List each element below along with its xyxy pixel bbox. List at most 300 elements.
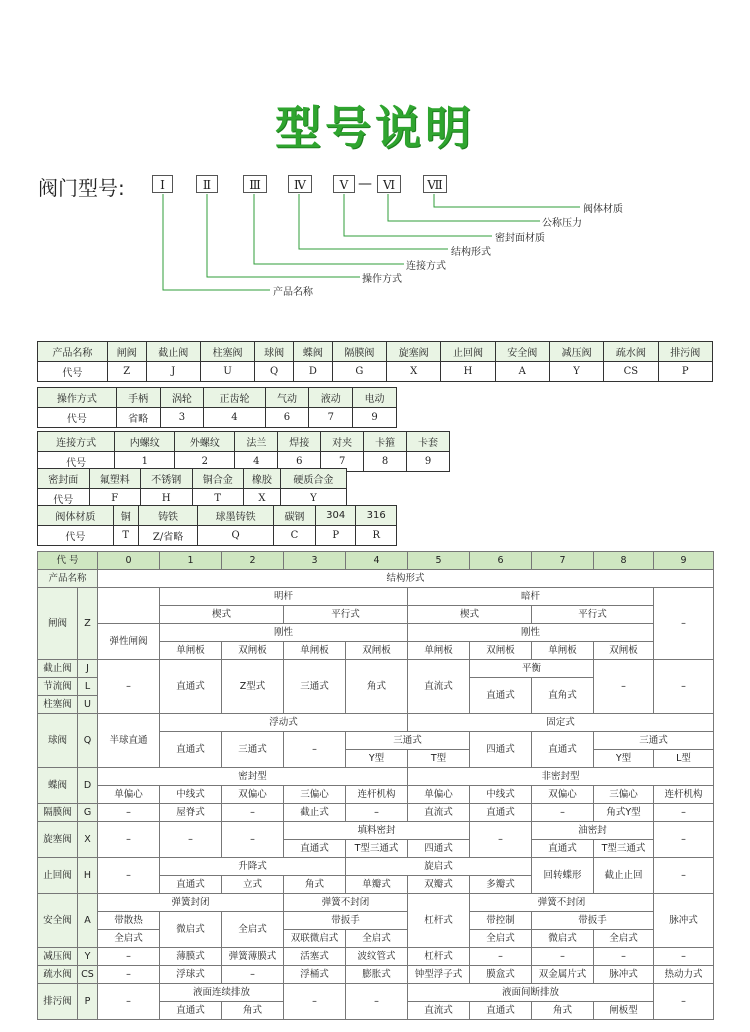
table-cell: – — [594, 660, 654, 714]
table-cell: 产品名称 — [38, 570, 98, 588]
table-cell: 液面间断排放 — [408, 984, 654, 1002]
table-cell: 微启式 — [160, 912, 222, 948]
table-cell: 3 — [160, 408, 204, 428]
table-cell: 截止式 — [284, 804, 346, 822]
table-row — [38, 930, 714, 948]
table-cell: 产品名称 — [38, 342, 108, 362]
table-cell: J — [78, 660, 98, 678]
table-cell: 液面连续排放 — [160, 984, 284, 1002]
seal-code-table — [37, 468, 347, 509]
table-cell: 角式 — [284, 876, 346, 894]
table-cell: 活塞式 — [284, 948, 346, 966]
table-cell: 代 号 — [38, 552, 98, 570]
table-cell: 三通式 — [346, 732, 470, 750]
table-row — [38, 432, 450, 452]
table-cell: – — [654, 660, 714, 714]
table-cell: 7 — [532, 552, 594, 570]
table-cell: 直流式 — [408, 804, 470, 822]
table-cell: 卡箍 — [364, 432, 407, 452]
model-dash: — — [358, 176, 372, 192]
table-cell: 闸阀 — [38, 588, 78, 660]
label-product-name: 产品名称 — [273, 287, 313, 298]
table-cell: 多瓣式 — [470, 876, 532, 894]
table-cell: 带控制 — [470, 912, 532, 930]
table-cell: 5 — [408, 552, 470, 570]
table-cell: 减压阀 — [38, 948, 78, 966]
table-cell: – — [222, 966, 284, 984]
table-cell: – — [346, 804, 408, 822]
table-cell: Z/省略 — [138, 526, 197, 546]
table-cell: 三通式 — [284, 660, 346, 714]
table-cell: 刚性 — [160, 624, 408, 642]
table-cell: 脉冲式 — [654, 894, 714, 948]
table-row — [38, 894, 714, 912]
table-row — [38, 768, 714, 786]
table-cell: – — [654, 858, 714, 894]
table-cell: 带扳手 — [532, 912, 654, 930]
table-cell: G — [332, 362, 386, 382]
table-cell: 连杆机构 — [346, 786, 408, 804]
table-cell: 旋塞阀 — [38, 822, 78, 858]
table-cell: 脉冲式 — [594, 966, 654, 984]
table-cell: 双联微启式 — [284, 930, 346, 948]
table-cell: – — [346, 984, 408, 1020]
model-box-3: Ⅲ — [243, 175, 267, 193]
table-cell: 浮桶式 — [284, 966, 346, 984]
table-cell: G — [78, 804, 98, 822]
table-cell: 升降式 — [160, 858, 346, 876]
table-cell: – — [654, 588, 714, 660]
table-cell: – — [98, 858, 160, 894]
table-cell: 单闸板 — [532, 642, 594, 660]
table-cell: 隔膜阀 — [332, 342, 386, 362]
table-cell: 柱塞阀 — [38, 696, 78, 714]
table-cell: U — [78, 696, 98, 714]
table-cell: J — [146, 362, 200, 382]
table-row — [38, 786, 714, 804]
table-cell: – — [654, 948, 714, 966]
table-cell: – — [470, 822, 532, 858]
table-cell: 内螺纹 — [115, 432, 175, 452]
table-cell: T型三通式 — [346, 840, 408, 858]
table-cell: – — [98, 948, 160, 966]
table-cell: H — [78, 858, 98, 894]
table-cell: P — [658, 362, 712, 382]
table-cell: 带扳手 — [284, 912, 408, 930]
table-cell: – — [594, 948, 654, 966]
table-cell: 薄膜式 — [160, 948, 222, 966]
table-cell: A — [495, 362, 549, 382]
table-cell: 浮动式 — [160, 714, 408, 732]
table-cell: A — [78, 894, 98, 948]
table-cell: 7 — [309, 408, 353, 428]
table-cell: 立式 — [222, 876, 284, 894]
table-cell: – — [284, 732, 346, 768]
table-cell: 2 — [175, 452, 235, 472]
table-cell: Y — [78, 948, 98, 966]
table-cell: 氟塑料 — [89, 469, 141, 489]
table-cell: 旋启式 — [346, 858, 532, 876]
table-cell: L — [78, 678, 98, 696]
table-cell: 带散热 — [98, 912, 160, 930]
table-cell: 连接方式 — [38, 432, 115, 452]
table-cell: 单闸板 — [408, 642, 470, 660]
table-cell: F — [89, 489, 141, 509]
page-title: 型号说明 — [275, 101, 475, 155]
table-cell: 全启式 — [98, 930, 160, 948]
table-cell: R — [356, 526, 397, 546]
table-cell: 球阀 — [255, 342, 294, 362]
table-cell: 闸阀 — [107, 342, 146, 362]
table-cell: 单偏心 — [98, 786, 160, 804]
table-cell: 双偏心 — [532, 786, 594, 804]
table-cell — [98, 588, 160, 624]
table-cell: 四通式 — [470, 732, 532, 768]
table-cell: 柱塞阀 — [200, 342, 254, 362]
model-box-6: Ⅵ — [377, 175, 401, 193]
table-cell: 碳钢 — [273, 506, 315, 526]
table-cell: – — [284, 984, 346, 1020]
table-cell: 双闸板 — [346, 642, 408, 660]
table-cell: 304 — [315, 506, 356, 526]
table-cell: – — [160, 822, 222, 858]
model-box-2: Ⅱ — [196, 175, 218, 193]
table-cell: 全启式 — [470, 930, 532, 948]
table-cell: 液动 — [309, 388, 353, 408]
table-cell: 2 — [222, 552, 284, 570]
table-cell: 弹簧不封闭 — [470, 894, 654, 912]
table-cell: D — [293, 362, 332, 382]
table-cell: 1 — [160, 552, 222, 570]
table-cell: 直通式 — [470, 1002, 532, 1020]
table-cell: 8 — [364, 452, 407, 472]
table-cell: 球阀 — [38, 714, 78, 768]
table-cell: P — [78, 984, 98, 1020]
table-cell: 膜盒式 — [470, 966, 532, 984]
table-cell: 微启式 — [532, 930, 594, 948]
table-cell: 0 — [98, 552, 160, 570]
table-cell: 疏水阀 — [38, 966, 78, 984]
table-cell: Q — [255, 362, 294, 382]
table-cell: 不锈钢 — [141, 469, 193, 489]
table-cell: T型 — [408, 750, 470, 768]
table-cell: 阀体材质 — [38, 506, 114, 526]
table-cell: 6 — [470, 552, 532, 570]
table-cell: 双闸板 — [222, 642, 284, 660]
table-cell: 直角式 — [532, 678, 594, 714]
table-cell: 刚性 — [408, 624, 654, 642]
table-cell: 6 — [278, 452, 321, 472]
table-cell: 对夹 — [321, 432, 364, 452]
table-cell: 膨胀式 — [346, 966, 408, 984]
table-row — [38, 948, 714, 966]
table-cell: 楔式 — [408, 606, 532, 624]
table-cell: 平行式 — [284, 606, 408, 624]
table-row — [38, 506, 397, 526]
table-cell: 直通式 — [160, 1002, 222, 1020]
table-cell: 直流式 — [408, 660, 470, 714]
table-cell: 角式Y型 — [594, 804, 654, 822]
table-cell: – — [98, 966, 160, 984]
table-cell: Q — [198, 526, 274, 546]
table-cell: 截止止回 — [594, 858, 654, 894]
table-cell: 隔膜阀 — [38, 804, 78, 822]
label-connection: 连接方式 — [406, 261, 446, 272]
table-cell: 固定式 — [408, 714, 714, 732]
table-row — [38, 912, 714, 930]
table-cell: 铸铁 — [138, 506, 197, 526]
model-box-5: Ⅴ — [333, 175, 355, 193]
product-code-table — [37, 341, 713, 382]
table-cell: 代号 — [38, 362, 108, 382]
table-cell: Y — [280, 489, 346, 509]
table-row — [38, 660, 714, 678]
table-cell: 省略 — [116, 408, 160, 428]
table-cell: 代号 — [38, 526, 114, 546]
table-cell: 弹簧封闭 — [98, 894, 284, 912]
table-cell: 全启式 — [594, 930, 654, 948]
table-cell: 双闸板 — [594, 642, 654, 660]
body-material-code-table — [37, 505, 397, 546]
table-cell: 平衡 — [470, 660, 594, 678]
table-cell: 弹性闸阀 — [98, 624, 160, 660]
table-cell: 密封型 — [98, 768, 408, 786]
table-cell: 1 — [115, 452, 175, 472]
table-cell: 闸板型 — [594, 1002, 654, 1020]
model-box-4: Ⅳ — [288, 175, 312, 193]
table-cell: 6 — [265, 408, 309, 428]
table-cell: – — [222, 822, 284, 858]
table-cell: 直通式 — [160, 876, 222, 894]
table-cell: – — [98, 984, 160, 1020]
table-cell: T — [113, 526, 138, 546]
connection-code-table — [37, 431, 450, 472]
table-cell: 单瓣式 — [346, 876, 408, 894]
table-cell: 角式 — [346, 660, 408, 714]
table-row — [38, 966, 714, 984]
table-cell: 三通式 — [594, 732, 714, 750]
table-cell: 卡套 — [407, 432, 450, 452]
table-cell: 单闸板 — [284, 642, 346, 660]
table-cell: 直通式 — [470, 804, 532, 822]
table-cell: 中线式 — [470, 786, 532, 804]
table-cell: Q — [78, 714, 98, 768]
table-cell: 波纹管式 — [346, 948, 408, 966]
table-cell: – — [98, 660, 160, 714]
table-row — [38, 469, 347, 489]
table-cell: 4 — [204, 408, 265, 428]
table-cell: 四通式 — [408, 840, 470, 858]
table-cell: – — [654, 822, 714, 858]
operation-code-table — [37, 387, 397, 428]
table-row — [38, 342, 713, 362]
table-cell: 截止阀 — [38, 660, 78, 678]
table-cell: 7 — [321, 452, 364, 472]
table-cell: 电动 — [353, 388, 397, 408]
table-cell: 双金属片式 — [532, 966, 594, 984]
table-cell: 暗杆 — [408, 588, 654, 606]
label-seal-material: 密封面材质 — [495, 233, 545, 244]
table-cell: 双偏心 — [222, 786, 284, 804]
table-cell: X — [78, 822, 98, 858]
table-cell: – — [532, 804, 594, 822]
table-cell: 3 — [284, 552, 346, 570]
table-cell: 排污阀 — [38, 984, 78, 1020]
table-cell: – — [654, 804, 714, 822]
label-nominal-pressure: 公称压力 — [542, 218, 582, 229]
table-cell: 平行式 — [532, 606, 654, 624]
table-cell: 球墨铸铁 — [198, 506, 274, 526]
table-cell: Z — [78, 588, 98, 660]
table-cell: 结构形式 — [98, 570, 714, 588]
table-cell: 排污阀 — [658, 342, 712, 362]
table-cell: 316 — [356, 506, 397, 526]
table-row — [38, 570, 714, 588]
table-cell: 全启式 — [346, 930, 408, 948]
table-cell: Y型 — [346, 750, 408, 768]
table-cell: 直流式 — [408, 1002, 470, 1020]
table-cell: 铜合金 — [192, 469, 244, 489]
table-cell: – — [470, 948, 532, 966]
table-cell: T型三通式 — [594, 840, 654, 858]
table-row — [38, 362, 713, 382]
table-cell: – — [654, 984, 714, 1020]
table-cell: 安全阀 — [495, 342, 549, 362]
table-cell: 法兰 — [235, 432, 278, 452]
table-row — [38, 624, 714, 642]
table-cell: 弹簧薄膜式 — [222, 948, 284, 966]
table-cell: T — [192, 489, 244, 509]
table-cell: Z型式 — [222, 660, 284, 714]
table-cell: 三偏心 — [594, 786, 654, 804]
label-structure: 结构形式 — [451, 247, 491, 258]
table-cell: 气动 — [265, 388, 309, 408]
table-cell: 9 — [407, 452, 450, 472]
label-body-material: 阀体材质 — [583, 204, 623, 215]
table-cell: 9 — [654, 552, 714, 570]
table-cell: 浮球式 — [160, 966, 222, 984]
table-cell: 橡胶 — [244, 469, 281, 489]
table-cell: 4 — [346, 552, 408, 570]
table-cell: 半球直通 — [98, 714, 160, 768]
table-cell: 单偏心 — [408, 786, 470, 804]
table-cell: 热动力式 — [654, 966, 714, 984]
table-cell: Y型 — [594, 750, 654, 768]
table-cell: 单闸板 — [160, 642, 222, 660]
table-cell: H — [141, 489, 193, 509]
table-cell: U — [200, 362, 254, 382]
table-row — [38, 408, 397, 428]
structure-form-table — [37, 551, 714, 1020]
table-cell: 弹簧不封闭 — [284, 894, 408, 912]
table-row — [38, 984, 714, 1002]
table-cell: Z — [107, 362, 146, 382]
table-row — [38, 858, 714, 876]
table-cell: 止回阀 — [441, 342, 495, 362]
table-cell: 手柄 — [116, 388, 160, 408]
table-cell: 回转蝶形 — [532, 858, 594, 894]
table-cell: 连杆机构 — [654, 786, 714, 804]
table-cell: P — [315, 526, 356, 546]
table-row — [38, 388, 397, 408]
table-cell: 铜 — [113, 506, 138, 526]
table-cell: 直通式 — [532, 840, 594, 858]
table-cell: X — [244, 489, 281, 509]
table-cell: 双闸板 — [470, 642, 532, 660]
table-cell: L型 — [654, 750, 714, 768]
table-cell: – — [532, 948, 594, 966]
table-cell: Y — [549, 362, 603, 382]
model-label: 阀门型号: — [38, 176, 125, 200]
table-cell: 4 — [235, 452, 278, 472]
table-cell: – — [98, 822, 160, 858]
table-cell: 三偏心 — [284, 786, 346, 804]
table-cell: C — [273, 526, 315, 546]
table-cell: 油密封 — [532, 822, 654, 840]
table-row — [38, 526, 397, 546]
table-cell: 硬质合金 — [280, 469, 346, 489]
table-cell: 全启式 — [222, 912, 284, 948]
table-cell: 蝶阀 — [38, 768, 78, 804]
table-row — [38, 822, 714, 840]
table-cell: 截止阀 — [146, 342, 200, 362]
table-cell: 钟型浮子式 — [408, 966, 470, 984]
table-cell: 中线式 — [160, 786, 222, 804]
table-row — [38, 714, 714, 732]
table-cell: 9 — [353, 408, 397, 428]
table-cell: 代号 — [38, 452, 115, 472]
table-row — [38, 588, 714, 606]
table-cell: 止回阀 — [38, 858, 78, 894]
table-cell: H — [441, 362, 495, 382]
table-cell: 杠杆式 — [408, 948, 470, 966]
table-cell: 直通式 — [532, 732, 594, 768]
model-box-7: Ⅶ — [423, 175, 447, 193]
table-cell: CS — [78, 966, 98, 984]
table-cell: 楔式 — [160, 606, 284, 624]
table-cell: 直通式 — [284, 840, 346, 858]
label-operation: 操作方式 — [362, 274, 402, 285]
table-cell: – — [98, 804, 160, 822]
table-cell: 直通式 — [160, 660, 222, 714]
table-cell: 杠杆式 — [408, 894, 470, 948]
table-cell: X — [387, 362, 441, 382]
table-cell: 角式 — [532, 1002, 594, 1020]
table-cell: CS — [604, 362, 658, 382]
table-cell: 操作方式 — [38, 388, 117, 408]
table-cell: 涡轮 — [160, 388, 204, 408]
table-cell: 屋脊式 — [160, 804, 222, 822]
table-cell: 减压阀 — [549, 342, 603, 362]
table-cell: 蝶阀 — [293, 342, 332, 362]
table-cell: D — [78, 768, 98, 804]
table-cell: 节流阀 — [38, 678, 78, 696]
table-cell: 密封面 — [38, 469, 90, 489]
table-cell: 直通式 — [470, 678, 532, 714]
table-cell: 代号 — [38, 489, 90, 509]
table-cell: 8 — [594, 552, 654, 570]
table-row — [38, 552, 714, 570]
table-cell: 填料密封 — [284, 822, 470, 840]
table-cell: 角式 — [222, 1002, 284, 1020]
table-cell: 焊接 — [278, 432, 321, 452]
table-cell: – — [222, 804, 284, 822]
table-cell: 双瓣式 — [408, 876, 470, 894]
table-cell: 非密封型 — [408, 768, 714, 786]
table-cell: 正齿轮 — [204, 388, 265, 408]
table-cell: 直通式 — [160, 732, 222, 768]
table-cell: 明杆 — [160, 588, 408, 606]
